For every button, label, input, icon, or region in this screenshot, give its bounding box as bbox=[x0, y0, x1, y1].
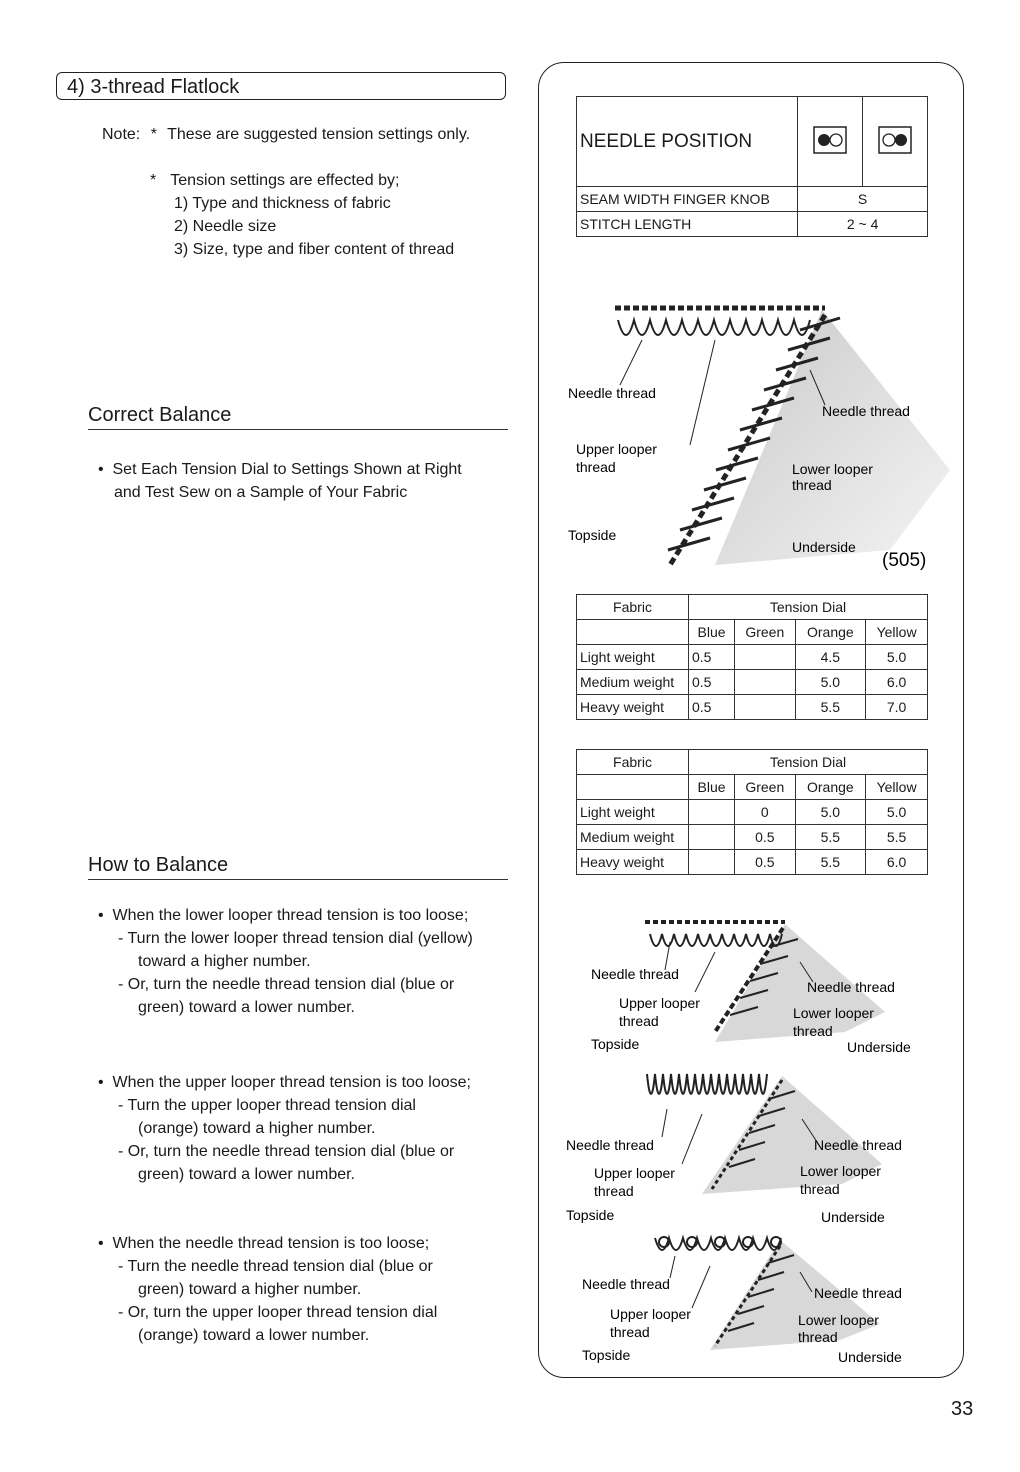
lbl-underside: Underside bbox=[821, 1209, 885, 1225]
lbl-underside: Underside bbox=[838, 1349, 902, 1365]
seam-width-value: S bbox=[798, 187, 928, 212]
val: 5.0 bbox=[866, 645, 928, 670]
note-items bbox=[174, 192, 454, 261]
val: 6.0 bbox=[866, 670, 928, 695]
fabric-light: Light weight bbox=[577, 645, 689, 670]
top-loops bbox=[615, 308, 825, 335]
lbl-needle-thread: Needle thread bbox=[582, 1276, 670, 1292]
case-3 bbox=[98, 1232, 528, 1347]
color-blue: Blue bbox=[689, 775, 735, 800]
color-green: Green bbox=[735, 620, 795, 645]
color-green: Green bbox=[735, 775, 795, 800]
note-prefix: Note: bbox=[102, 126, 141, 143]
needle-right-icon-cell bbox=[863, 97, 928, 187]
lbl-needle-thread-r: Needle thread bbox=[814, 1137, 902, 1153]
case-line: - Turn the needle thread tension dial (blue or bbox=[118, 1258, 433, 1275]
case-line: - Turn the lower looper thread tension dial (yellow) bbox=[118, 930, 473, 947]
lbl-needle-thread: Needle thread bbox=[566, 1137, 654, 1153]
val: 4.5 bbox=[795, 645, 866, 670]
lbl-upper-looper-2: thread bbox=[576, 459, 616, 475]
bullet-icon: • bbox=[98, 907, 113, 924]
note-sub bbox=[150, 169, 399, 192]
fabric-header: Fabric bbox=[577, 750, 689, 775]
val: 6.0 bbox=[866, 850, 928, 875]
val bbox=[689, 850, 735, 875]
fabric-heavy: Heavy weight bbox=[577, 695, 689, 720]
stitch-diagram-small-3 bbox=[580, 1228, 925, 1368]
lbl-topside: Topside bbox=[568, 527, 617, 543]
lbl-lower-looper-2: thread bbox=[792, 477, 832, 493]
val: 7.0 bbox=[866, 695, 928, 720]
empty-cell bbox=[577, 620, 689, 645]
lbl-lower-looper: Lower looper bbox=[793, 1005, 874, 1021]
case-line: - Or, turn the needle thread tension dial (blue or bbox=[118, 1143, 455, 1160]
lbl-thread-r: thread bbox=[800, 1181, 840, 1197]
case-line: green) toward a lower number. bbox=[138, 1166, 355, 1183]
note-item: 1) Type and thickness of fabric bbox=[174, 195, 391, 212]
case-2 bbox=[98, 1071, 528, 1186]
tension-dial-header: Tension Dial bbox=[689, 750, 928, 775]
correct-balance-heading: Correct Balance bbox=[88, 404, 508, 430]
needle-left-icon-cell bbox=[798, 97, 863, 187]
stitch-diagram-small-1 bbox=[585, 912, 925, 1060]
val: 5.0 bbox=[795, 800, 866, 825]
lbl-thread-r: thread bbox=[793, 1023, 833, 1039]
lbl-underside: Underside bbox=[792, 539, 856, 555]
page-number: 33 bbox=[951, 1398, 974, 1420]
note-star: * bbox=[150, 126, 157, 143]
lbl-lower-looper: Lower looper bbox=[798, 1312, 879, 1328]
lbl-lower-looper: Lower looper bbox=[800, 1163, 881, 1179]
val bbox=[735, 645, 795, 670]
needle-right-icon bbox=[877, 125, 913, 155]
cb-line1: Set Each Tension Dial to Settings Shown at Right bbox=[112, 461, 462, 478]
lbl-needle-thread-right: Needle thread bbox=[822, 403, 910, 419]
lbl-needle-thread-r: Needle thread bbox=[807, 979, 895, 995]
case-title: When the upper looper thread tension is too loose; bbox=[112, 1074, 471, 1091]
case-line: green) toward a lower number. bbox=[138, 999, 355, 1016]
lbl-topside: Topside bbox=[582, 1347, 631, 1363]
case-title: When the lower looper thread tension is too loose; bbox=[112, 907, 469, 924]
lbl-topside: Topside bbox=[591, 1036, 640, 1052]
bullet-icon: • bbox=[98, 461, 113, 478]
val: 5.5 bbox=[866, 825, 928, 850]
val: 0.5 bbox=[735, 825, 795, 850]
fabric-medium: Medium weight bbox=[577, 825, 689, 850]
needle-position-header: NEEDLE POSITION bbox=[577, 97, 798, 187]
note-item: 3) Size, type and fiber content of thread bbox=[174, 241, 455, 258]
correct-balance-text bbox=[98, 458, 462, 504]
lbl-topside: Topside bbox=[566, 1207, 615, 1223]
stitch-length-value: 2 ~ 4 bbox=[798, 212, 928, 237]
val: 0.5 bbox=[689, 645, 735, 670]
stitch-length-label: STITCH LENGTH bbox=[577, 212, 798, 237]
color-blue: Blue bbox=[689, 620, 735, 645]
lbl-underside: Underside bbox=[847, 1039, 911, 1055]
lbl-thread: thread bbox=[619, 1013, 659, 1029]
case-line: - Turn the upper looper thread tension dial bbox=[118, 1097, 416, 1114]
how-to-balance-heading: How to Balance bbox=[88, 854, 508, 880]
case-line: (orange) toward a lower number. bbox=[138, 1327, 370, 1344]
lbl-thread: thread bbox=[610, 1324, 650, 1340]
case-line: - Or, turn the upper looper thread tension dial bbox=[118, 1304, 438, 1321]
case-line: green) toward a higher number. bbox=[138, 1281, 362, 1298]
note-line2: Tension settings are effected by; bbox=[170, 172, 400, 189]
needle-left-icon bbox=[812, 125, 848, 155]
color-yellow: Yellow bbox=[866, 775, 928, 800]
color-orange: Orange bbox=[795, 620, 866, 645]
lbl-thread-r: thread bbox=[798, 1329, 838, 1345]
lbl-upper-looper: Upper looper bbox=[594, 1165, 675, 1181]
bullet-icon: • bbox=[98, 1074, 113, 1091]
val: 0.5 bbox=[689, 670, 735, 695]
lbl-needle-thread-left: Needle thread bbox=[568, 385, 656, 401]
tension-table-1 bbox=[576, 594, 928, 720]
case-line: (orange) toward a higher number. bbox=[138, 1120, 376, 1137]
needle-position-table bbox=[576, 96, 928, 237]
val: 5.0 bbox=[866, 800, 928, 825]
val bbox=[735, 670, 795, 695]
lbl-upper-looper: Upper looper bbox=[619, 995, 700, 1011]
cb-line2: and Test Sew on a Sample of Your Fabric bbox=[114, 484, 408, 501]
lbl-upper-looper: Upper looper bbox=[576, 441, 657, 457]
section-title: 4) 3-thread Flatlock bbox=[56, 72, 506, 100]
color-yellow: Yellow bbox=[866, 620, 928, 645]
stitch-diagram-main bbox=[560, 290, 950, 580]
val bbox=[735, 695, 795, 720]
lbl-lower-looper: Lower looper bbox=[792, 461, 873, 477]
seam-width-label: SEAM WIDTH FINGER KNOB bbox=[577, 187, 798, 212]
fabric-header: Fabric bbox=[577, 595, 689, 620]
fabric-light: Light weight bbox=[577, 800, 689, 825]
tension-table-2 bbox=[576, 749, 928, 875]
case-line: toward a higher number. bbox=[138, 953, 311, 970]
val: 0 bbox=[735, 800, 795, 825]
val bbox=[689, 800, 735, 825]
val bbox=[689, 825, 735, 850]
lbl-upper-looper: Upper looper bbox=[610, 1306, 691, 1322]
note-line1: These are suggested tension settings only. bbox=[167, 126, 471, 143]
fabric-medium: Medium weight bbox=[577, 670, 689, 695]
stitch-diagram-small-2 bbox=[562, 1064, 922, 1228]
val: 5.5 bbox=[795, 825, 866, 850]
lbl-needle-thread: Needle thread bbox=[591, 966, 679, 982]
lbl-code: (505) bbox=[882, 550, 927, 571]
lbl-thread: thread bbox=[594, 1183, 634, 1199]
case-title: When the needle thread tension is too loose; bbox=[112, 1235, 430, 1252]
note-item: 2) Needle size bbox=[174, 218, 277, 235]
note-star-2: * bbox=[150, 172, 157, 189]
fabric-heavy: Heavy weight bbox=[577, 850, 689, 875]
case-line: - Or, turn the needle thread tension dial (blue or bbox=[118, 976, 455, 993]
val: 0.5 bbox=[689, 695, 735, 720]
tension-dial-header: Tension Dial bbox=[689, 595, 928, 620]
val: 0.5 bbox=[735, 850, 795, 875]
color-orange: Orange bbox=[795, 775, 866, 800]
val: 5.5 bbox=[795, 695, 866, 720]
case-1 bbox=[98, 904, 528, 1019]
note-block bbox=[102, 123, 470, 146]
empty-cell bbox=[577, 775, 689, 800]
val: 5.0 bbox=[795, 670, 866, 695]
val: 5.5 bbox=[795, 850, 866, 875]
lbl-needle-thread-r: Needle thread bbox=[814, 1285, 902, 1301]
bullet-icon: • bbox=[98, 1235, 113, 1252]
